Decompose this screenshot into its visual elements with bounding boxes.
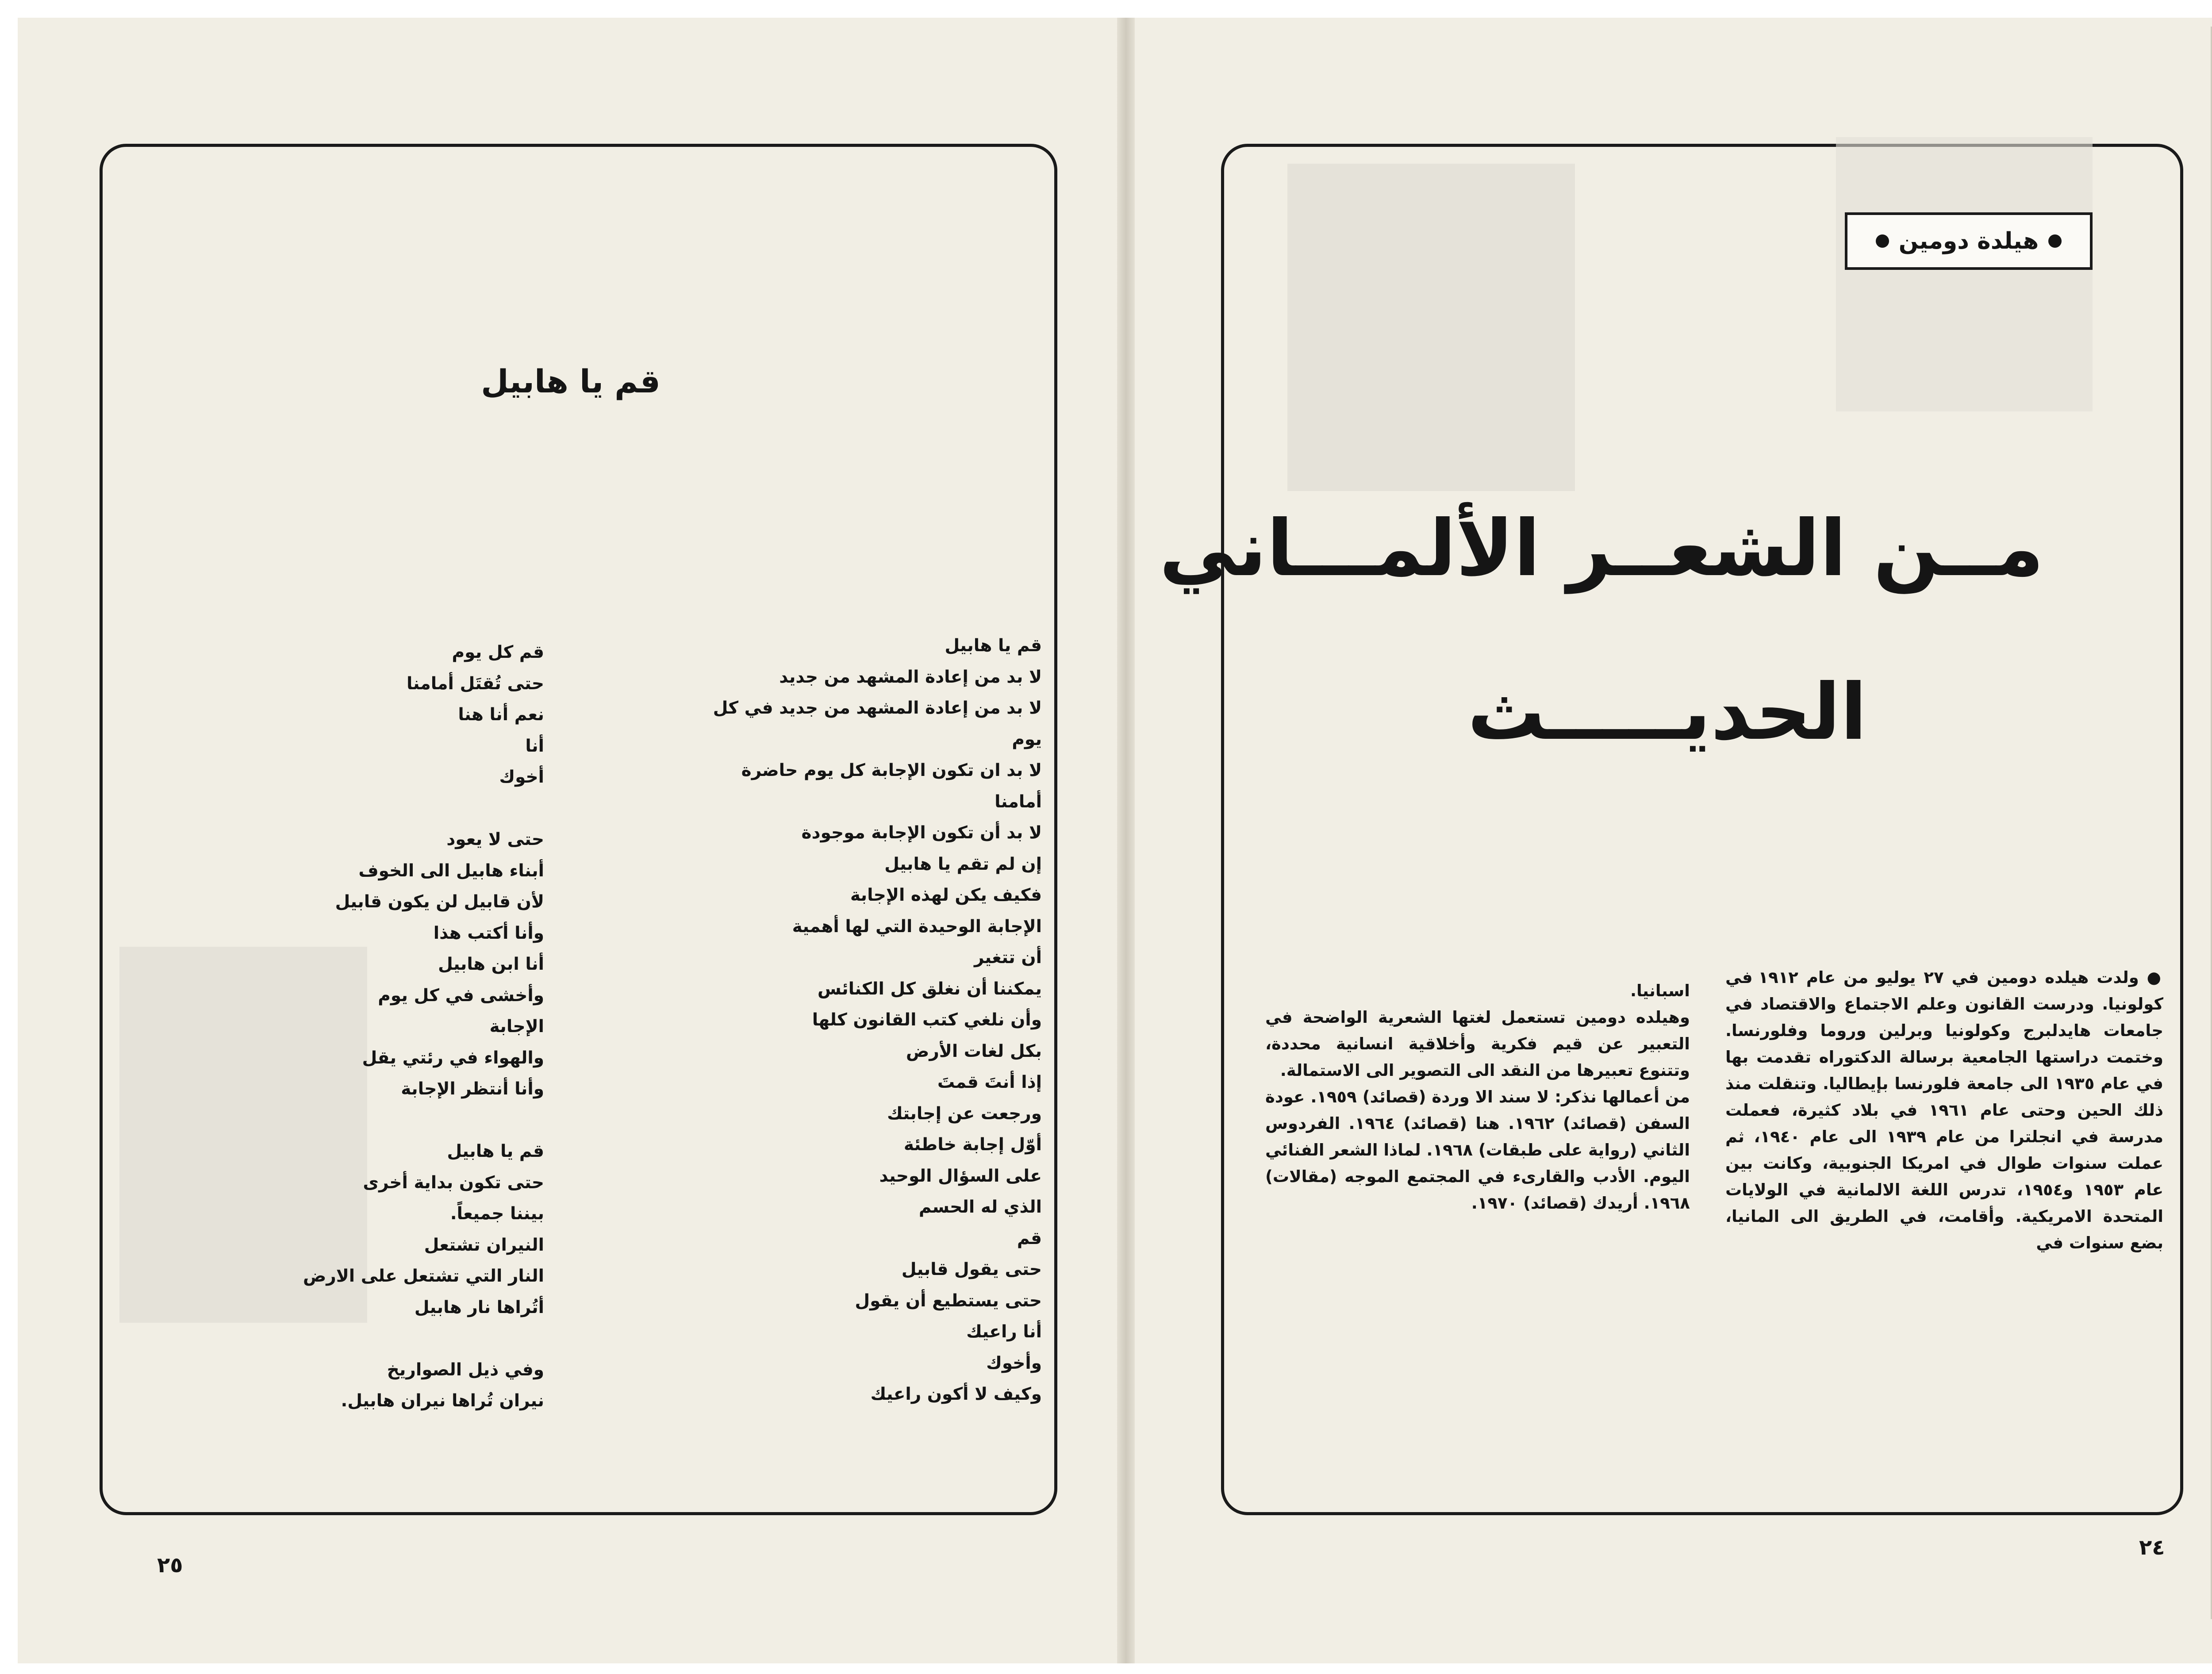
poem-line: ورجعت عن إجابتك — [887, 1103, 1042, 1124]
poem-line: لأن قابيل لن يكون قابيل — [335, 892, 544, 912]
poem-line: لا بد من إعادة المشهد من جديد — [779, 667, 1042, 687]
poem-line: الإجابة الوحيدة التي لها أهمية — [792, 916, 1042, 937]
poem-line: وأنا أنتظر الإجابة — [401, 1079, 544, 1099]
poem-line: بكل لغات الأرض — [906, 1041, 1042, 1061]
poem-line: إذا أنتَ قمتَ — [937, 1072, 1042, 1092]
poem-line: يمكننا أن نغلق كل الكنائس — [817, 979, 1042, 999]
bullet-dot-icon — [1876, 234, 1889, 248]
bio-column — [1725, 964, 2163, 1256]
bullet-dot-icon — [2048, 234, 2062, 248]
works-column — [1265, 978, 1690, 1217]
poem-line: أن تتغير — [974, 948, 1042, 968]
poem-line: نيران تُراها نيران هابيل. — [341, 1391, 544, 1411]
binding-gutter — [1117, 18, 1135, 1663]
poem-line: نعم أنا هنا — [458, 705, 544, 725]
poem-line: أوّل إجابة خاطئة — [903, 1135, 1042, 1155]
poem-line: وأنا أكتب هذا — [433, 923, 544, 943]
poem-line: بيننا جميعاً. — [450, 1204, 544, 1224]
author-label-box — [1845, 212, 2093, 270]
poem-line: لا بد من إعادة المشهد من جديد في كل — [713, 698, 1042, 718]
poem-line: على السؤال الوحيد — [879, 1166, 1042, 1186]
poem-line: حتى تكون بداية أخرى — [363, 1172, 544, 1193]
poem-line: قم كل يوم — [452, 642, 544, 662]
poem-line: وكيف لا أكون راعيك — [870, 1384, 1042, 1404]
poem-line: إن لم تقم يا هابيل — [884, 854, 1042, 874]
works-continuation: اسبانيا. — [1630, 981, 1690, 1000]
poem-line: لا بد أن تكون الإجابة موجودة — [801, 823, 1042, 843]
poem-line: والهواء في رئتي يقل — [362, 1048, 544, 1068]
magazine-spread — [18, 18, 2212, 1663]
poem-line — [265, 1323, 544, 1355]
poem-line: لا بد ان تكون الإجابة كل يوم حاضرة — [741, 760, 1042, 780]
poem-line: يوم — [1012, 729, 1042, 749]
poem-line: قم يا هابيل — [447, 1141, 544, 1161]
page-number-right: ٢٤ — [2139, 1535, 2165, 1560]
poem-line: حتى يقول قابيل — [901, 1259, 1042, 1279]
poem-line: حتى يستطيع أن يقول — [855, 1290, 1042, 1311]
poem-line: النيران تشتعل — [424, 1235, 544, 1255]
poem-line — [265, 793, 544, 825]
poem-line: حتى تُقتَل أمامنا — [407, 673, 544, 694]
show-through-photo-2 — [1836, 137, 2093, 411]
poem-line: الذي له الحسم — [918, 1197, 1042, 1217]
poem-line: النار التي تشتعل على الارض — [303, 1266, 544, 1286]
poem-line: حتى لا يعود — [446, 829, 544, 849]
poem-line: وفي ذيل الصواريخ — [387, 1359, 544, 1380]
bio-paragraph: ● ولدت هيلده دومين في ٢٧ يوليو من عام ١٩١٢ في كولونيا. ودرست القانون وعلم الاجتماع والاقتصاد في جامعات هايدلبرج وكولونيا وبرلين وروما وفلورنسا. وختمت دراستها الجامعية برسالة الدكتوراه تقدمت بها في عام ١٩٣٥ الى جامعة فلورنسا بإيطاليا. وتنقلت منذ ذلك الحين وحتى عام ١٩٦١ في بلاد كثيرة، فعملت مدرسة في انجلترا من عام ١٩٣٩ الى عام ١٩٤٠، ثم عملت سنوات طوال في امريكا الجنوبية، وكانت بين عام ١٩٥٣ و١٩٥٤، تدرس اللغة الالمانية في الولايات المتحدة الامريكية. وأقامت، في الطريق الى المانيا، بضع سنوات في — [1725, 968, 2163, 1252]
show-through-photo — [1287, 164, 1575, 491]
poem-line: فكيف يكن لهذه الإجابة — [850, 885, 1042, 905]
poem-right-column — [593, 630, 1042, 1410]
poem-line: الإجابة — [489, 1017, 544, 1037]
poem-line: أتُراها نار هابيل — [414, 1297, 544, 1317]
headline-line-1: مــن الشعــر الألمـــاني — [1159, 504, 2044, 594]
poem-line — [265, 1105, 544, 1136]
poem-line: أنا راعيك — [966, 1322, 1042, 1342]
poem-line: وأن نلغي كتب القانون كلها — [812, 1010, 1042, 1030]
poem-line: قم — [1017, 1228, 1042, 1248]
poem-line: قم يا هابيل — [945, 636, 1042, 656]
poem-line: أنا — [525, 736, 544, 756]
poem-line: أنا ابن هابيل — [438, 954, 544, 974]
poem-line: أمامنا — [995, 791, 1042, 812]
author-name: هيلدة دومين — [1898, 228, 2039, 254]
poem-left-column — [265, 637, 544, 1417]
works-paragraph-2: من أعمالها نذكر: لا سند الا وردة (قصائد) ١٩٥٩. عودة السفن (قصائد) ١٩٦٢. هنا (قصائد) ١٩٦٤. الفردوس الثاني (رواية على طبقات) ١٩٦٨. لماذا الشعر الفنائي اليوم. الأدب والقارىء في المجتمع الموجه (مقالات) ١٩٦٨. أريدك (قصائد) ١٩٧٠. — [1265, 1087, 1690, 1213]
poem-line: وأخشى في كل يوم — [378, 985, 544, 1006]
poem-line: أبناء هابيل الى الخوف — [358, 860, 544, 881]
works-paragraph-1: وهيلده دومين تستعمل لغتها الشعرية الواضحة في التعبير عن قيم فكرية وأخلاقية انسانية محددة، وتتنوع تعبيرها من النقد الى التصوير الى الاستمالة. — [1265, 1008, 1690, 1080]
page-number-left: ٢٥ — [157, 1553, 183, 1578]
headline-line-2: الحديـــــث — [1467, 668, 1867, 757]
poem-title: قم يا هابيل — [481, 363, 661, 400]
poem-line: أخوك — [499, 767, 544, 787]
poem-line: وأخوك — [986, 1353, 1042, 1373]
